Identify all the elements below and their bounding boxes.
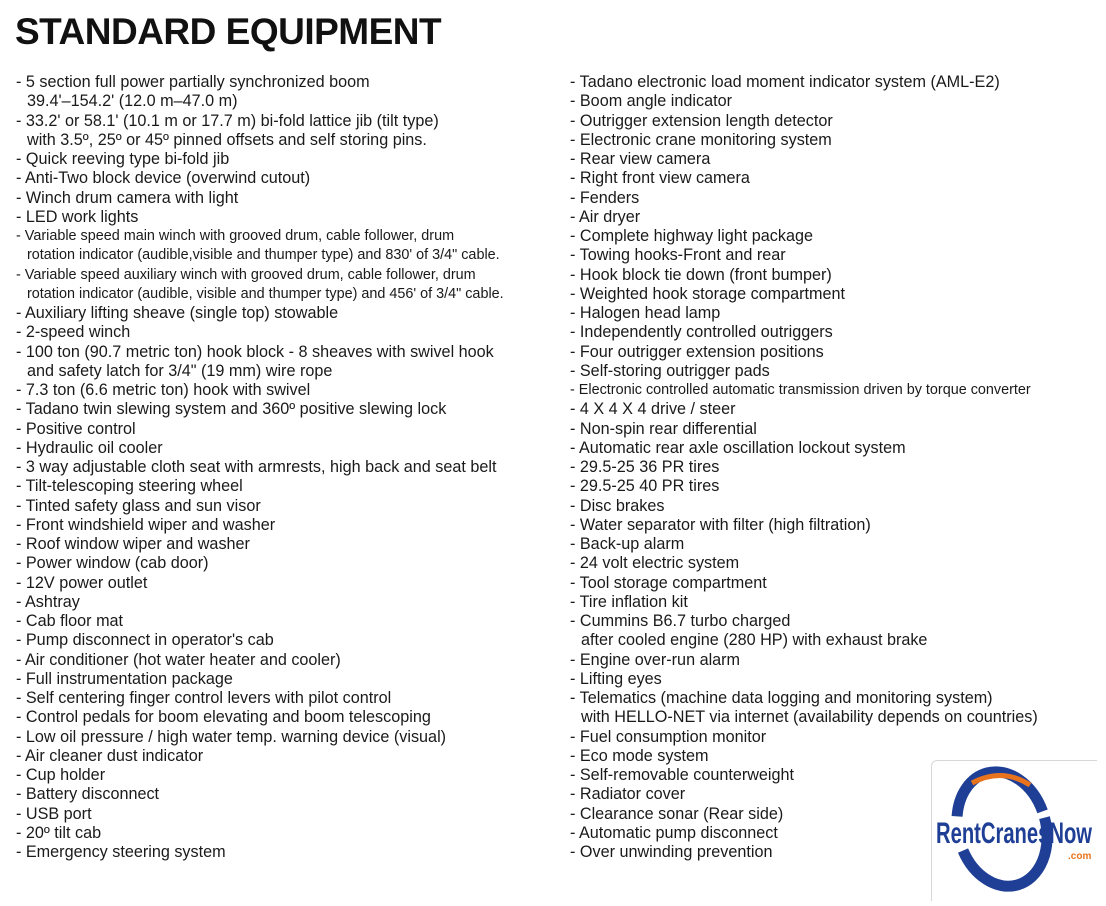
equipment-item	[16, 843, 556, 862]
equipment-item	[570, 516, 1100, 535]
equipment-item	[16, 516, 556, 535]
equipment-item-text: - Variable speed main winch with grooved drum, cable follower, drum	[16, 228, 455, 244]
equipment-item-text: - Auxiliary lifting sheave (single top) stowable	[16, 304, 339, 322]
equipment-item	[16, 304, 556, 323]
equipment-item-text: - Self-storing outrigger pads	[570, 361, 770, 380]
equipment-item	[570, 574, 1100, 593]
equipment-item	[16, 651, 556, 670]
equipment-item-text: - Electronic crane monitoring system	[570, 130, 832, 149]
equipment-item	[16, 574, 556, 593]
equipment-item-text: - Hook block tie down (front bumper)	[570, 265, 832, 284]
equipment-item	[16, 824, 556, 843]
equipment-item	[16, 631, 556, 650]
equipment-item-continuation: with 3.5º, 25º or 45º pinned offsets and self storing pins.	[27, 130, 427, 149]
equipment-item-continuation: and safety latch for 3/4" (19 mm) wire rope	[27, 361, 333, 380]
equipment-item	[16, 689, 556, 708]
equipment-item	[16, 785, 556, 804]
equipment-item-text: - Hydraulic oil cooler	[16, 438, 163, 457]
equipment-item	[16, 150, 556, 169]
equipment-item-text: - 24 volt electric system	[570, 554, 740, 573]
equipment-item	[570, 535, 1100, 554]
equipment-item	[16, 439, 556, 458]
equipment-item	[570, 689, 1100, 728]
equipment-item	[570, 304, 1100, 323]
equipment-item-text: - Over unwinding prevention	[570, 843, 773, 861]
equipment-list-right	[570, 73, 1100, 862]
equipment-item-text: - Low oil pressure / high water temp. warning device (visual)	[16, 727, 447, 746]
equipment-item	[570, 670, 1100, 689]
equipment-item-text: - Electronic controlled automatic transmission driven by torque converter	[570, 382, 1031, 398]
logo-suffix: .com	[1068, 851, 1092, 862]
equipment-item	[16, 497, 556, 516]
equipment-item-text: - Automatic rear axle oscillation lockout system	[570, 438, 906, 457]
equipment-item	[570, 285, 1100, 304]
equipment-item-text: - 100 ton (90.7 metric ton) hook block - 8 sheaves with swivel hook	[16, 342, 494, 361]
equipment-item-text: - Control pedals for boom elevating and boom telescoping	[16, 708, 431, 727]
equipment-item-text: - Tinted safety glass and sun visor	[16, 496, 261, 515]
equipment-item-text: - Telematics (machine data logging and monitoring system)	[570, 689, 993, 707]
equipment-item-text: - 29.5-25 40 PR tires	[570, 477, 720, 496]
equipment-item	[570, 593, 1100, 612]
equipment-item-text: - Radiator cover	[570, 785, 686, 804]
equipment-item-text: - 7.3 ton (6.6 metric ton) hook with swivel	[16, 381, 311, 399]
equipment-item-text: - Air conditioner (hot water heater and cooler)	[16, 650, 341, 669]
equipment-item	[16, 323, 556, 342]
equipment-item	[570, 497, 1100, 516]
equipment-item-text: - Non-spin rear differential	[570, 419, 757, 438]
equipment-item	[570, 381, 1100, 400]
equipment-item-text: - Self-removable counterweight	[570, 766, 795, 784]
equipment-item	[570, 612, 1100, 651]
equipment-item	[570, 266, 1100, 285]
equipment-item	[570, 728, 1100, 747]
equipment-item-text: - 5 section full power partially synchronized boom	[16, 73, 370, 91]
equipment-item	[570, 189, 1100, 208]
equipment-item-text: - Fuel consumption monitor	[570, 727, 767, 746]
rentcranesnow-logo	[931, 760, 1097, 901]
equipment-item	[570, 150, 1100, 169]
equipment-item-text: - 29.5-25 36 PR tires	[570, 458, 720, 476]
equipment-item-text: - Weighted hook storage compartment	[570, 284, 846, 303]
equipment-item-text: - Four outrigger extension positions	[570, 342, 824, 361]
equipment-item	[570, 227, 1100, 246]
equipment-item	[16, 343, 556, 382]
equipment-item-text: - Tire inflation kit	[570, 592, 688, 611]
equipment-item-text: - Ashtray	[16, 592, 80, 611]
equipment-item	[16, 670, 556, 689]
equipment-item-text: - Complete highway light package	[570, 227, 813, 245]
equipment-item-text: - Variable speed auxiliary winch with grooved drum, cable follower, drum	[16, 266, 476, 283]
equipment-item	[16, 805, 556, 824]
equipment-item-text: - Air dryer	[570, 207, 641, 226]
equipment-item-text: - Lifting eyes	[570, 669, 662, 688]
equipment-item	[16, 708, 556, 727]
equipment-item-text: - 12V power outlet	[16, 573, 148, 592]
equipment-item-text: - Towing hooks-Front and rear	[570, 246, 786, 265]
equipment-item	[570, 73, 1100, 92]
equipment-item-text: - Pump disconnect in operator's cab	[16, 631, 274, 650]
equipment-item-text: - Rear view camera	[570, 150, 711, 168]
equipment-item-continuation: after cooled engine (280 HP) with exhaust brake	[581, 631, 928, 650]
equipment-item	[570, 343, 1100, 362]
equipment-item-text: - Anti-Two block device (overwind cutout)	[16, 169, 311, 188]
equipment-item	[16, 381, 556, 400]
equipment-item	[16, 535, 556, 554]
equipment-item-text: - Front windshield wiper and washer	[16, 515, 276, 534]
equipment-item-text: - Independently controlled outriggers	[570, 323, 833, 342]
equipment-item	[16, 266, 556, 305]
equipment-item-text: - LED work lights	[16, 207, 139, 226]
equipment-item-text: - Tool storage compartment	[570, 573, 767, 592]
equipment-item-text: - Engine over-run alarm	[570, 650, 741, 669]
equipment-item	[570, 651, 1100, 670]
equipment-item	[16, 112, 556, 151]
equipment-item	[570, 362, 1100, 381]
equipment-item-text: - Clearance sonar (Rear side)	[570, 804, 784, 823]
equipment-item-text: - Positive control	[16, 419, 136, 438]
equipment-item-text: - Back-up alarm	[570, 535, 685, 553]
page-title: STANDARD EQUIPMENT	[15, 11, 442, 52]
equipment-item	[16, 612, 556, 631]
equipment-item-text: - 33.2' or 58.1' (10.1 m or 17.7 m) bi-fold lattice jib (tilt type)	[16, 111, 439, 130]
equipment-item-text: - Right front view camera	[570, 169, 750, 188]
equipment-item-text: - Cummins B6.7 turbo charged	[570, 612, 791, 630]
equipment-item	[16, 420, 556, 439]
equipment-item-text: - Self centering finger control levers with pilot control	[16, 689, 392, 707]
logo-graphic	[932, 761, 1097, 901]
equipment-item	[16, 728, 556, 747]
equipment-item-text: - USB port	[16, 804, 92, 823]
equipment-item-text: - Disc brakes	[570, 496, 665, 515]
equipment-item	[16, 458, 556, 477]
equipment-item	[570, 323, 1100, 342]
equipment-item	[16, 400, 556, 419]
equipment-item	[570, 112, 1100, 131]
equipment-item	[16, 169, 556, 188]
equipment-item	[570, 246, 1100, 265]
equipment-item	[16, 747, 556, 766]
equipment-item-text: - Water separator with filter (high filtration)	[570, 515, 871, 534]
equipment-item	[570, 554, 1100, 573]
equipment-item	[16, 227, 556, 266]
equipment-item-text: - Halogen head lamp	[570, 304, 721, 322]
equipment-item-text: - Fenders	[570, 188, 640, 207]
equipment-item	[570, 400, 1100, 419]
equipment-item	[16, 208, 556, 227]
equipment-item	[16, 554, 556, 573]
equipment-item	[16, 73, 556, 112]
equipment-item	[16, 766, 556, 785]
equipment-list-left	[16, 73, 556, 862]
equipment-item-text: - Boom angle indicator	[570, 92, 732, 111]
equipment-item-text: - Roof window wiper and washer	[16, 535, 250, 553]
equipment-item-continuation: 39.4'–154.2' (12.0 m–47.0 m)	[27, 92, 238, 111]
equipment-item	[570, 439, 1100, 458]
equipment-item-text: - 4 X 4 X 4 drive / steer	[570, 400, 736, 419]
equipment-item-text: - Battery disconnect	[16, 785, 160, 804]
equipment-item	[570, 131, 1100, 150]
equipment-item-continuation: rotation indicator (audible, visible and thumper type) and 456' of 3/4" cable.	[27, 285, 504, 302]
equipment-item-text: - Winch drum camera with light	[16, 188, 239, 207]
equipment-item-text: - Power window (cab door)	[16, 554, 209, 573]
equipment-item-text: - Full instrumentation package	[16, 669, 233, 688]
logo-wordmark: RentCranesNow	[936, 817, 1093, 850]
equipment-item-text: - Emergency steering system	[16, 843, 226, 861]
equipment-item-text: - Quick reeving type bi-fold jib	[16, 150, 230, 168]
equipment-item-continuation: rotation indicator (audible,visible and thumper type) and 830' of 3/4" cable.	[27, 247, 500, 264]
equipment-item	[570, 420, 1100, 439]
equipment-item-text: - Air cleaner dust indicator	[16, 746, 204, 765]
equipment-item	[16, 189, 556, 208]
equipment-item-text: - Eco mode system	[570, 746, 709, 765]
equipment-item-text: - Cab floor mat	[16, 612, 124, 630]
equipment-item-text: - 3 way adjustable cloth seat with armrests, high back and seat belt	[16, 458, 497, 476]
equipment-item-text: - Tilt-telescoping steering wheel	[16, 477, 243, 496]
equipment-item-text: - Outrigger extension length detector	[570, 111, 833, 130]
equipment-item	[16, 477, 556, 496]
equipment-item	[570, 92, 1100, 111]
equipment-item	[570, 169, 1100, 188]
equipment-item	[16, 593, 556, 612]
equipment-item	[570, 208, 1100, 227]
equipment-item-text: - 2-speed winch	[16, 323, 131, 342]
equipment-item-text: - Tadano twin slewing system and 360º positive slewing lock	[16, 400, 447, 419]
equipment-item-text: - Tadano electronic load moment indicator system (AML-E2)	[570, 73, 1000, 91]
equipment-item-text: - 20º tilt cab	[16, 823, 102, 842]
equipment-item-continuation: with HELLO-NET via internet (availability depends on countries)	[581, 708, 1038, 727]
equipment-item-text: - Cup holder	[16, 766, 106, 784]
equipment-item	[570, 477, 1100, 496]
equipment-item	[570, 458, 1100, 477]
equipment-item-text: - Automatic pump disconnect	[570, 823, 778, 842]
